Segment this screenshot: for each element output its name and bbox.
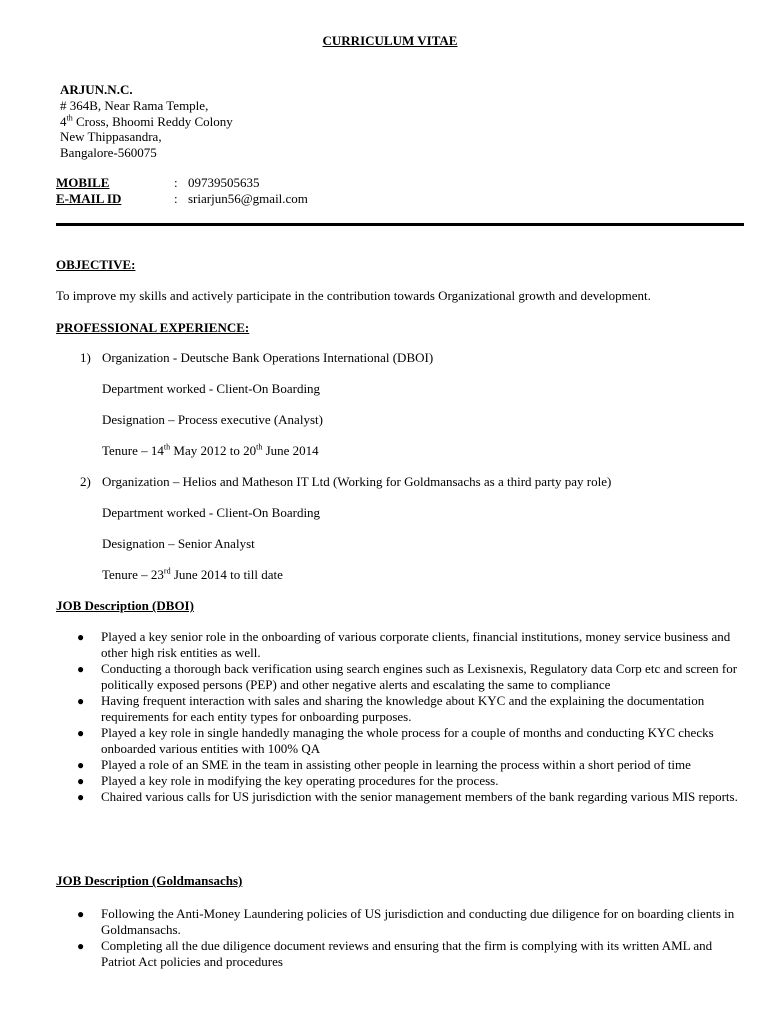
- list-item: [0, 693, 741, 725]
- address-line-2-rest: Cross, Bhoomi Reddy Colony: [72, 114, 233, 129]
- list-item: [0, 906, 741, 938]
- experience-2-tenure-a: Tenure – 23: [102, 567, 164, 582]
- list-item: [0, 757, 741, 773]
- objective-text: To improve my skills and actively participate in the contribution towards Organizational growth and development.: [56, 288, 651, 303]
- jd-dboi-bullet-text: Chaired various calls for US jurisdiction with the senior management members of the bank regarding various MIS reports.: [101, 789, 738, 804]
- mobile-value: 09739505635: [188, 175, 260, 190]
- experience-2-department: Department worked - Client-On Boarding: [102, 505, 321, 520]
- bullet-icon: ●: [77, 662, 85, 676]
- jd-gs-heading: JOB Description (Goldmansachs): [56, 873, 243, 888]
- address-line-2-sup: th: [66, 113, 73, 123]
- jd-gs-bullet-text: Completing all the due diligence document reviews and ensuring that the firm is complying with its written AML and Patriot Act policies and procedures: [101, 938, 713, 969]
- experience-2-tenure: [102, 567, 283, 583]
- experience-2-organization: Organization – Helios and Matheson IT Ltd (Working for Goldmansachs as a third party pay role): [102, 474, 612, 489]
- experience-2-tenure-b: June 2014 to till date: [170, 567, 283, 582]
- jd-dboi-bullet-text: Conducting a thorough back verification using search engines such as Lexisnexis, Regulatory data Corp etc and screen for politically exposed persons (PEP) and other negative alerts and escalating the same to compliance: [101, 661, 738, 692]
- experience-2-tenure-sup1: rd: [163, 566, 171, 576]
- mobile-label: MOBILE: [56, 175, 110, 190]
- bullet-icon: ●: [77, 758, 85, 772]
- experience-2-designation: Designation – Senior Analyst: [102, 536, 255, 551]
- experience-1-department: Department worked - Client-On Boarding: [102, 381, 321, 396]
- email-label: E-MAIL ID: [56, 191, 122, 206]
- email-separator: :: [174, 191, 178, 206]
- experience-1-organization: Organization - Deutsche Bank Operations International (DBOI): [102, 350, 434, 365]
- list-item: [0, 773, 741, 789]
- candidate-name: ARJUN.N.C.: [60, 82, 133, 97]
- experience-1-tenure-sup1: th: [163, 442, 171, 452]
- bullet-icon: ●: [77, 939, 85, 953]
- document-title: CURRICULUM VITAE: [322, 33, 458, 48]
- jd-dboi-bullet-text: Played a key role in single handedly managing the whole process for a couple of months and conducting KYC checks onboarded various entities with 100% QA: [101, 725, 714, 756]
- experience-1-tenure-sup2: th: [256, 442, 263, 452]
- email-value: sriarjun56@gmail.com: [188, 191, 308, 206]
- header-divider: [56, 223, 744, 226]
- address-line-2-num: 4: [60, 114, 67, 129]
- experience-1-number: 1): [80, 350, 91, 365]
- bullet-icon: ●: [77, 694, 85, 708]
- jd-dboi-bullet-text: Played a key senior role in the onboarding of various corporate clients, financial institutions, money service business and other high risk entities as well.: [101, 629, 731, 660]
- experience-heading: PROFESSIONAL EXPERIENCE:: [56, 320, 250, 335]
- bullet-icon: ●: [77, 630, 85, 644]
- jd-gs-bullet-text: Following the Anti-Money Laundering policies of US jurisdiction and conducting due diligence for on boarding clients in Goldmansachs.: [101, 906, 735, 937]
- address-line-3: New Thippasandra,: [60, 129, 162, 144]
- list-item: [0, 725, 741, 757]
- bullet-icon: ●: [77, 790, 85, 804]
- jd-gs-list: [0, 906, 741, 970]
- list-item: [0, 629, 741, 661]
- objective-heading: OBJECTIVE:: [56, 257, 136, 272]
- experience-2-number: 2): [80, 474, 91, 489]
- bullet-icon: ●: [77, 907, 85, 921]
- experience-1-tenure: [102, 443, 319, 459]
- list-item: [0, 661, 741, 693]
- bullet-icon: ●: [77, 774, 85, 788]
- list-item: [0, 789, 741, 805]
- jd-dboi-list: [0, 629, 741, 805]
- address-line-1: # 364B, Near Rama Temple,: [60, 98, 209, 113]
- mobile-separator: :: [174, 175, 178, 190]
- address-line-4: Bangalore-560075: [60, 145, 157, 160]
- experience-1-tenure-c: June 2014: [262, 443, 319, 458]
- address-line-2: [60, 114, 233, 130]
- list-item: [0, 938, 741, 970]
- experience-1-tenure-a: Tenure – 14: [102, 443, 164, 458]
- jd-dboi-bullet-text: Played a role of an SME in the team in assisting other people in learning the process within a short period of time: [101, 757, 691, 772]
- jd-dboi-heading: JOB Description (DBOI): [56, 598, 194, 613]
- jd-dboi-bullet-text: Having frequent interaction with sales and sharing the knowledge about KYC and the explaining the documentation requirements for each entity types for onboarding purposes.: [101, 693, 705, 724]
- jd-dboi-bullet-text: Played a key role in modifying the key operating procedures for the process.: [101, 773, 499, 788]
- bullet-icon: ●: [77, 726, 85, 740]
- experience-1-designation: Designation – Process executive (Analyst): [102, 412, 323, 427]
- experience-1-tenure-b: May 2012 to 20: [170, 443, 257, 458]
